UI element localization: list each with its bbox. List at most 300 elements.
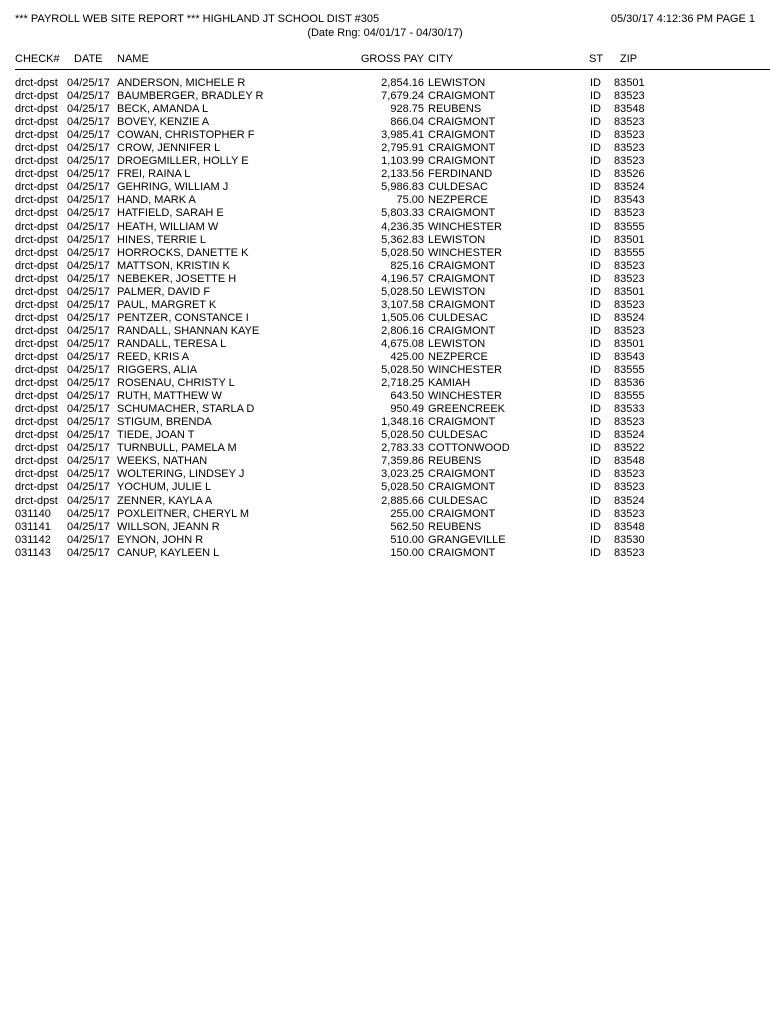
- date-cell: 04/25/17: [67, 507, 110, 520]
- state-cell: ID: [590, 546, 601, 559]
- name-cell: GEHRING, WILLIAM J: [117, 181, 229, 194]
- gross-pay-cell: 5,803.33: [381, 207, 424, 220]
- table-row: [0, 260, 770, 273]
- check-cell: drct-dpst: [15, 259, 58, 272]
- date-cell: 04/25/17: [67, 116, 110, 129]
- check-cell: drct-dpst: [15, 246, 58, 259]
- zip-cell: 83523: [614, 416, 645, 429]
- city-cell: CRAIGMONT: [428, 481, 496, 494]
- gross-pay-cell: 2,718.25: [381, 377, 424, 390]
- city-cell: LEWISTON: [428, 233, 486, 246]
- table-row: [0, 181, 770, 194]
- check-cell: drct-dpst: [15, 181, 58, 194]
- gross-pay-cell: 4,675.08: [381, 337, 424, 350]
- date-cell: 04/25/17: [67, 337, 110, 350]
- date-cell: 04/25/17: [67, 246, 110, 259]
- name-cell: COWAN, CHRISTOPHER F: [117, 129, 255, 142]
- date-cell: 04/25/17: [67, 350, 110, 363]
- date-cell: 04/25/17: [67, 416, 110, 429]
- table-row: [0, 416, 770, 429]
- state-cell: ID: [590, 77, 601, 89]
- state-cell: ID: [590, 233, 601, 246]
- date-cell: 04/25/17: [67, 429, 110, 442]
- date-cell: 04/25/17: [67, 403, 110, 416]
- zip-cell: 83543: [614, 350, 645, 363]
- gross-pay-cell: 1,348.16: [381, 416, 424, 429]
- gross-pay-cell: 7,679.24: [381, 90, 424, 103]
- name-cell: ANDERSON, MICHELE R: [117, 77, 246, 89]
- zip-cell: 83524: [614, 429, 645, 442]
- gross-pay-cell: 4,236.35: [381, 220, 424, 233]
- check-cell: drct-dpst: [15, 272, 58, 285]
- name-cell: NEBEKER, JOSETTE H: [117, 272, 237, 285]
- column-header-city: CITY: [428, 53, 454, 65]
- city-cell: CULDESAC: [428, 311, 488, 324]
- check-cell: drct-dpst: [15, 364, 58, 377]
- city-cell: CRAIGMONT: [428, 155, 496, 168]
- date-cell: 04/25/17: [67, 90, 110, 103]
- gross-pay-cell: 5,028.50: [381, 429, 424, 442]
- gross-pay-cell: 928.75: [390, 103, 424, 116]
- state-cell: ID: [590, 481, 601, 494]
- check-cell: drct-dpst: [15, 207, 58, 220]
- table-row: [0, 377, 770, 390]
- gross-pay-cell: 1,505.06: [381, 311, 424, 324]
- check-cell: drct-dpst: [15, 494, 58, 507]
- name-cell: WILLSON, JEANN R: [117, 520, 220, 533]
- date-cell: 04/25/17: [67, 220, 110, 233]
- zip-cell: 83523: [614, 546, 645, 559]
- zip-cell: 83522: [614, 442, 645, 455]
- date-cell: 04/25/17: [67, 259, 110, 272]
- table-row: [0, 234, 770, 247]
- check-cell: drct-dpst: [15, 233, 58, 246]
- city-cell: LEWISTON: [428, 337, 486, 350]
- name-cell: HEATH, WILLIAM W: [117, 220, 219, 233]
- zip-cell: 83524: [614, 494, 645, 507]
- report-date-range: (Date Rng: 04/01/17 - 04/30/17): [307, 27, 463, 39]
- gross-pay-cell: 562.50: [390, 520, 424, 533]
- name-cell: EYNON, JOHN R: [117, 533, 204, 546]
- gross-pay-cell: 2,133.56: [381, 168, 424, 181]
- check-cell: drct-dpst: [15, 403, 58, 416]
- date-cell: 04/25/17: [67, 364, 110, 377]
- state-cell: ID: [590, 350, 601, 363]
- city-cell: CRAIGMONT: [428, 324, 496, 337]
- city-cell: CRAIGMONT: [428, 507, 496, 520]
- name-cell: MATTSON, KRISTIN K: [117, 259, 230, 272]
- city-cell: WINCHESTER: [428, 364, 502, 377]
- zip-cell: 83523: [614, 129, 645, 142]
- table-row: [0, 221, 770, 234]
- city-cell: CRAIGMONT: [428, 142, 496, 155]
- zip-cell: 83526: [614, 168, 645, 181]
- date-cell: 04/25/17: [67, 311, 110, 324]
- gross-pay-cell: 2,854.16: [381, 77, 424, 89]
- gross-pay-cell: 2,885.66: [381, 494, 424, 507]
- zip-cell: 83501: [614, 285, 645, 298]
- name-cell: REED, KRIS A: [117, 350, 190, 363]
- state-cell: ID: [590, 494, 601, 507]
- table-row: [0, 390, 770, 403]
- date-cell: 04/25/17: [67, 324, 110, 337]
- city-cell: GRANGEVILLE: [428, 533, 506, 546]
- check-cell: drct-dpst: [15, 142, 58, 155]
- date-cell: 04/25/17: [67, 142, 110, 155]
- table-row: [0, 194, 770, 207]
- table-row: [0, 351, 770, 364]
- zip-cell: 83523: [614, 90, 645, 103]
- city-cell: CULDESAC: [428, 181, 488, 194]
- gross-pay-cell: 2,795.91: [381, 142, 424, 155]
- city-cell: KAMIAH: [428, 377, 471, 390]
- name-cell: TIEDE, JOAN T: [117, 429, 195, 442]
- check-cell: drct-dpst: [15, 468, 58, 481]
- state-cell: ID: [590, 416, 601, 429]
- city-cell: GREENCREEK: [428, 403, 506, 416]
- city-cell: NEZPERCE: [428, 194, 488, 207]
- zip-cell: 83523: [614, 468, 645, 481]
- name-cell: ROSENAU, CHRISTY L: [117, 377, 235, 390]
- state-cell: ID: [590, 207, 601, 220]
- check-cell: drct-dpst: [15, 350, 58, 363]
- zip-cell: 83548: [614, 455, 645, 468]
- city-cell: LEWISTON: [428, 77, 486, 89]
- zip-cell: 83523: [614, 324, 645, 337]
- state-cell: ID: [590, 377, 601, 390]
- state-cell: ID: [590, 116, 601, 129]
- zip-cell: 83501: [614, 337, 645, 350]
- zip-cell: 83523: [614, 259, 645, 272]
- zip-cell: 83555: [614, 246, 645, 259]
- state-cell: ID: [590, 364, 601, 377]
- state-cell: ID: [590, 507, 601, 520]
- state-cell: ID: [590, 337, 601, 350]
- check-cell: drct-dpst: [15, 298, 58, 311]
- zip-cell: 83523: [614, 272, 645, 285]
- table-row: [0, 495, 770, 508]
- gross-pay-cell: 5,362.83: [381, 233, 424, 246]
- check-cell: drct-dpst: [15, 481, 58, 494]
- column-header-date: DATE: [74, 53, 103, 65]
- name-cell: STIGUM, BRENDA: [117, 416, 212, 429]
- table-row: [0, 273, 770, 286]
- table-row: [0, 155, 770, 168]
- table-row: [0, 442, 770, 455]
- name-cell: DROEGMILLER, HOLLY E: [117, 155, 249, 168]
- city-cell: CRAIGMONT: [428, 546, 496, 559]
- zip-cell: 83501: [614, 233, 645, 246]
- city-cell: CRAIGMONT: [428, 416, 496, 429]
- city-cell: REUBENS: [428, 103, 482, 116]
- table-row: [0, 116, 770, 129]
- check-cell: drct-dpst: [15, 168, 58, 181]
- name-cell: PAUL, MARGRET K: [117, 298, 217, 311]
- state-cell: ID: [590, 455, 601, 468]
- date-cell: 04/25/17: [67, 377, 110, 390]
- city-cell: LEWISTON: [428, 285, 486, 298]
- report-title: *** PAYROLL WEB SITE REPORT *** HIGHLAND JT SCHOOL DIST #305: [15, 13, 380, 25]
- city-cell: CULDESAC: [428, 494, 488, 507]
- gross-pay-cell: 3,023.25: [381, 468, 424, 481]
- date-cell: 04/25/17: [67, 468, 110, 481]
- state-cell: ID: [590, 311, 601, 324]
- state-cell: ID: [590, 129, 601, 142]
- city-cell: CRAIGMONT: [428, 272, 496, 285]
- date-cell: 04/25/17: [67, 272, 110, 285]
- zip-cell: 83530: [614, 533, 645, 546]
- table-row: [0, 142, 770, 155]
- check-cell: drct-dpst: [15, 324, 58, 337]
- city-cell: COTTONWOOD: [428, 442, 510, 455]
- date-cell: 04/25/17: [67, 168, 110, 181]
- check-cell: 031143: [15, 546, 51, 559]
- table-row: [0, 103, 770, 116]
- gross-pay-cell: 5,028.50: [381, 246, 424, 259]
- zip-cell: 83543: [614, 194, 645, 207]
- check-cell: drct-dpst: [15, 455, 58, 468]
- table-row: [0, 247, 770, 260]
- gross-pay-cell: 5,028.50: [381, 481, 424, 494]
- zip-cell: 83523: [614, 142, 645, 155]
- gross-pay-cell: 5,028.50: [381, 285, 424, 298]
- name-cell: WEEKS, NATHAN: [117, 455, 208, 468]
- gross-pay-cell: 75.00: [396, 194, 424, 207]
- table-row: [0, 508, 770, 521]
- column-header-st: ST: [589, 53, 604, 65]
- state-cell: ID: [590, 168, 601, 181]
- gross-pay-cell: 825.16: [390, 259, 424, 272]
- state-cell: ID: [590, 403, 601, 416]
- name-cell: RUTH, MATTHEW W: [117, 390, 222, 403]
- column-header-zip: ZIP: [620, 53, 638, 65]
- name-cell: PENTZER, CONSTANCE I: [117, 311, 249, 324]
- city-cell: REUBENS: [428, 455, 482, 468]
- gross-pay-cell: 643.50: [390, 390, 424, 403]
- city-cell: CRAIGMONT: [428, 129, 496, 142]
- report-header: [15, 13, 755, 43]
- zip-cell: 83523: [614, 298, 645, 311]
- state-cell: ID: [590, 90, 601, 103]
- zip-cell: 83524: [614, 311, 645, 324]
- city-cell: WINCHESTER: [428, 220, 502, 233]
- check-cell: drct-dpst: [15, 390, 58, 403]
- city-cell: CRAIGMONT: [428, 207, 496, 220]
- date-cell: 04/25/17: [67, 207, 110, 220]
- check-cell: drct-dpst: [15, 337, 58, 350]
- date-cell: 04/25/17: [67, 494, 110, 507]
- table-row: [0, 364, 770, 377]
- state-cell: ID: [590, 194, 601, 207]
- gross-pay-cell: 425.00: [390, 350, 424, 363]
- name-cell: FREI, RAINA L: [117, 168, 191, 181]
- date-cell: 04/25/17: [67, 546, 110, 559]
- table-row: [0, 455, 770, 468]
- name-cell: SCHUMACHER, STARLA D: [117, 403, 255, 416]
- date-cell: 04/25/17: [67, 103, 110, 116]
- column-headers: [0, 53, 770, 67]
- city-cell: NEZPERCE: [428, 350, 488, 363]
- table-row: [0, 207, 770, 220]
- check-cell: drct-dpst: [15, 90, 58, 103]
- check-cell: drct-dpst: [15, 194, 58, 207]
- name-cell: BECK, AMANDA L: [117, 103, 209, 116]
- city-cell: CRAIGMONT: [428, 116, 496, 129]
- city-cell: FERDINAND: [428, 168, 493, 181]
- table-row: [0, 534, 770, 547]
- check-cell: drct-dpst: [15, 103, 58, 116]
- gross-pay-cell: 150.00: [390, 546, 424, 559]
- check-cell: drct-dpst: [15, 155, 58, 168]
- state-cell: ID: [590, 468, 601, 481]
- state-cell: ID: [590, 429, 601, 442]
- table-row: [0, 77, 770, 90]
- date-cell: 04/25/17: [67, 298, 110, 311]
- gross-pay-cell: 3,107.58: [381, 298, 424, 311]
- table-row: [0, 468, 770, 481]
- name-cell: BAUMBERGER, BRADLEY R: [117, 90, 264, 103]
- gross-pay-cell: 3,985.41: [381, 129, 424, 142]
- zip-cell: 83523: [614, 116, 645, 129]
- column-header-gross-pay: GROSS PAY: [360, 53, 424, 65]
- gross-pay-cell: 2,783.33: [381, 442, 424, 455]
- table-row: [0, 299, 770, 312]
- date-cell: 04/25/17: [67, 77, 110, 89]
- state-cell: ID: [590, 298, 601, 311]
- zip-cell: 83501: [614, 77, 645, 89]
- state-cell: ID: [590, 220, 601, 233]
- table-row: [0, 481, 770, 494]
- state-cell: ID: [590, 285, 601, 298]
- city-cell: CRAIGMONT: [428, 90, 496, 103]
- city-cell: CRAIGMONT: [428, 468, 496, 481]
- date-cell: 04/25/17: [67, 129, 110, 142]
- state-cell: ID: [590, 155, 601, 168]
- date-cell: 04/25/17: [67, 155, 110, 168]
- name-cell: HORROCKS, DANETTE K: [117, 246, 249, 259]
- zip-cell: 83548: [614, 103, 645, 116]
- date-cell: 04/25/17: [67, 481, 110, 494]
- table-row: [0, 429, 770, 442]
- table-row: [0, 286, 770, 299]
- date-cell: 04/25/17: [67, 533, 110, 546]
- gross-pay-cell: 866.04: [390, 116, 424, 129]
- name-cell: TURNBULL, PAMELA M: [117, 442, 237, 455]
- city-cell: CRAIGMONT: [428, 259, 496, 272]
- zip-cell: 83523: [614, 155, 645, 168]
- state-cell: ID: [590, 272, 601, 285]
- gross-pay-cell: 4,196.57: [381, 272, 424, 285]
- state-cell: ID: [590, 324, 601, 337]
- table-row: [0, 325, 770, 338]
- column-header-name: NAME: [117, 53, 149, 65]
- date-cell: 04/25/17: [67, 194, 110, 207]
- name-cell: POXLEITNER, CHERYL M: [117, 507, 250, 520]
- zip-cell: 83523: [614, 481, 645, 494]
- zip-cell: 83524: [614, 181, 645, 194]
- check-cell: drct-dpst: [15, 442, 58, 455]
- payroll-table-body: [0, 77, 770, 560]
- check-cell: drct-dpst: [15, 129, 58, 142]
- name-cell: RIGGERS, ALIA: [117, 364, 198, 377]
- zip-cell: 83555: [614, 364, 645, 377]
- name-cell: RANDALL, SHANNAN KAYE: [117, 324, 260, 337]
- gross-pay-cell: 5,028.50: [381, 364, 424, 377]
- name-cell: CANUP, KAYLEEN L: [117, 546, 220, 559]
- zip-cell: 83555: [614, 220, 645, 233]
- table-row: [0, 129, 770, 142]
- check-cell: drct-dpst: [15, 116, 58, 129]
- table-row: [0, 168, 770, 181]
- gross-pay-cell: 1,103.99: [381, 155, 424, 168]
- zip-cell: 83555: [614, 390, 645, 403]
- state-cell: ID: [590, 142, 601, 155]
- date-cell: 04/25/17: [67, 520, 110, 533]
- name-cell: HATFIELD, SARAH E: [117, 207, 224, 220]
- check-cell: 031141: [15, 520, 51, 533]
- name-cell: BOVEY, KENZIE A: [117, 116, 210, 129]
- check-cell: drct-dpst: [15, 416, 58, 429]
- table-row: [0, 338, 770, 351]
- name-cell: ZENNER, KAYLA A: [117, 494, 213, 507]
- city-cell: CULDESAC: [428, 429, 488, 442]
- gross-pay-cell: 5,986.83: [381, 181, 424, 194]
- state-cell: ID: [590, 181, 601, 194]
- date-cell: 04/25/17: [67, 285, 110, 298]
- date-cell: 04/25/17: [67, 390, 110, 403]
- zip-cell: 83523: [614, 507, 645, 520]
- table-row: [0, 90, 770, 103]
- state-cell: ID: [590, 533, 601, 546]
- name-cell: RANDALL, TERESA L: [117, 337, 227, 350]
- zip-cell: 83536: [614, 377, 645, 390]
- zip-cell: 83548: [614, 520, 645, 533]
- state-cell: ID: [590, 520, 601, 533]
- check-cell: drct-dpst: [15, 377, 58, 390]
- report-timestamp: 05/30/17 4:12:36 PM PAGE 1: [610, 13, 755, 25]
- state-cell: ID: [590, 103, 601, 116]
- header-divider: [15, 69, 770, 70]
- table-row: [0, 547, 770, 560]
- check-cell: 031140: [15, 507, 51, 520]
- date-cell: 04/25/17: [67, 442, 110, 455]
- city-cell: REUBENS: [428, 520, 482, 533]
- gross-pay-cell: 7,359.86: [381, 455, 424, 468]
- state-cell: ID: [590, 390, 601, 403]
- city-cell: CRAIGMONT: [428, 298, 496, 311]
- column-header-check: CHECK#: [15, 53, 60, 65]
- check-cell: 031142: [15, 533, 51, 546]
- check-cell: drct-dpst: [15, 429, 58, 442]
- city-cell: WINCHESTER: [428, 246, 502, 259]
- check-cell: drct-dpst: [15, 77, 58, 89]
- table-row: [0, 312, 770, 325]
- check-cell: drct-dpst: [15, 285, 58, 298]
- zip-cell: 83523: [614, 207, 645, 220]
- state-cell: ID: [590, 246, 601, 259]
- date-cell: 04/25/17: [67, 181, 110, 194]
- name-cell: PALMER, DAVID F: [117, 285, 211, 298]
- check-cell: drct-dpst: [15, 311, 58, 324]
- state-cell: ID: [590, 259, 601, 272]
- name-cell: CROW, JENNIFER L: [117, 142, 221, 155]
- state-cell: ID: [590, 442, 601, 455]
- gross-pay-cell: 255.00: [390, 507, 424, 520]
- check-cell: drct-dpst: [15, 220, 58, 233]
- gross-pay-cell: 950.49: [390, 403, 424, 416]
- zip-cell: 83533: [614, 403, 645, 416]
- table-row: [0, 521, 770, 534]
